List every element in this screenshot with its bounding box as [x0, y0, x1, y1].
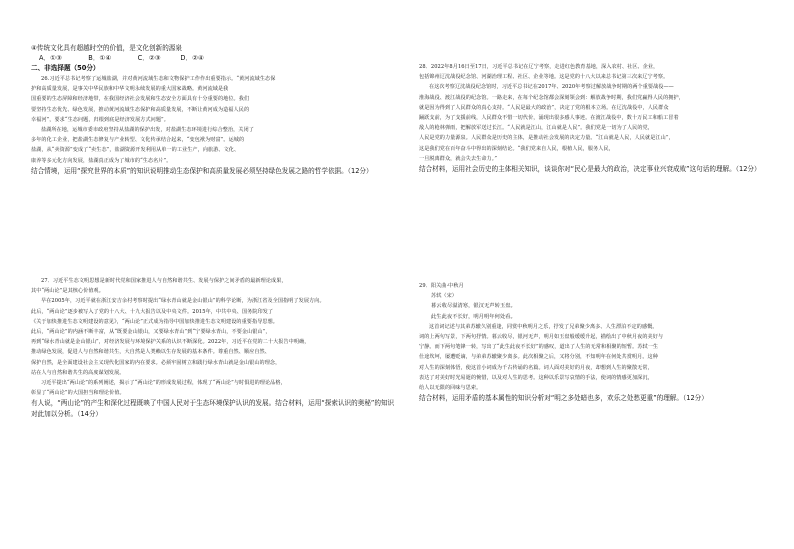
- q28-line: 28．2022年8月16日至17日，习近平总书记在辽宁考察，走进红色教育基地，深入农村、社区、企业，: [419, 64, 659, 70]
- q29-title: 29．阳关曲·中秋月: [419, 283, 464, 289]
- q27-line: 彰显了“两山论”的大国担当和理论价值。: [31, 390, 125, 397]
- q26-line: 康养等多元化方向发展，盐湖真正成为了城市的“生态名片”。: [31, 157, 172, 164]
- q29-poem-line: 暮云收尽溢清寒，银汉无声转玉盘。: [431, 303, 516, 310]
- q27-line: 站在人与自然和谐共生的高度谋划发展。: [31, 369, 125, 376]
- q29-line: 词的上两句写景，下两句抒情。暮云收尽，银河无声，明月如玉盘般缓缓升起，描绘出了中秋月夜的美好与: [419, 334, 664, 341]
- q29-line: 这首词记述与其弟苏辙久别重逢，同赏中秋明月之乐，抒发了兄弟聚少离多、人生漂泊不定的感慨。: [429, 323, 658, 330]
- q29-author: 苏轼（宋）: [431, 293, 457, 300]
- question-27: [31, 276, 397, 419]
- left-top-block: [31, 43, 397, 74]
- question-28: [419, 62, 775, 174]
- q26-line: 护和高质量发展，是事关中华民族和中华文明永续发展的重大国家战略。黄河流域是我: [31, 86, 229, 93]
- answer-options: A．①③ B．①④ C．②③ D．②④: [39, 54, 204, 63]
- q27-line: 早在2005年，习近平就在浙江安吉余村考察时提出“绿水青山就是金山银山”的科学论断，为浙江省及全国指明了发展方向。: [41, 298, 325, 305]
- q26-line: 26.习近平总书记考察了运城盐湖，并对黄河流域生态和文物保护工作作出重要指示。“黄河流域生态保: [41, 76, 276, 82]
- q28-line: 人民是党的力量源泉。人民群众是历史的主体，是推动社会发展的决定力量。“江山就是人民，人民就是江山”，: [419, 135, 674, 142]
- q28-line: 淮海战役、渡江战役的纪念馆。一路走来，在每个纪念馆都会深刻领会到：解放战争时期，我们党赢得人民的拥护，: [419, 94, 684, 101]
- q27-line: 此后，“两山论”的内涵不断丰富，从“既要金山银山，又要绿水青山”到“宁要绿水青山，不要金山银山”，: [31, 329, 271, 336]
- q28-line: 敌人的枪林弹雨，把解放军送过长江。“人民就是江山，江山就是人民”。我们党是一切为了人民的党，: [419, 125, 653, 132]
- question-29: [419, 281, 775, 403]
- q27-line: 习近平提出“两山论”的系列阐述，揭示了“两山论”的形成发展过程，体现了“两山论”与时俱进的理论品格，: [41, 380, 286, 387]
- question-26: [31, 74, 397, 176]
- q26-line: 幸福河”，要求“生态问题，归根到底是经济发展方式问题”。: [31, 116, 169, 123]
- section-title: 二、非选择题（50分）: [31, 64, 100, 73]
- q28-line: 就是因为得到了人民群众的真心支持。“人民是最大的政治”，决定了党的根本立场。在辽沈战役中，人民群众: [419, 104, 669, 111]
- q26-line: 多年的化工企业，把盐湖生态修复与产业转型、文化传承结合起来，“变包袱为财富”。运城的: [31, 137, 245, 144]
- q28-line: 这是我们党在百年奋斗中得出的深刻结论。“我们党来自人民，根植人民，服务人民，: [419, 145, 614, 152]
- q26-line: 盐湖，从“卖资源”变成了“卖生态”，盐湖资源开发利用从单一的工业生产，向旅游、文化、: [31, 147, 240, 154]
- q27-line: 保护自然，是全面建设社会主义现代化国家的内在要求。必须牢固树立和践行绿水青山就是金山银山的理念，: [31, 359, 281, 366]
- q29-task: 结合材料，运用矛盾的基本属性的知识分析对“明之多处暗也多，欢乐之处愁更重”的理解。（12分）: [419, 394, 708, 403]
- q26-line: 要坚持生态优先、绿色发展，推动黄河流域生态保护和高质量发展，不断让黄河成为造福人民的: [31, 106, 250, 113]
- q28-line: 踊跃支前，为了支援前线，人民群众不惜一切代价，涌现出很多感人事迹。在渡江战役中，数十万民工和船工冒着: [419, 115, 679, 122]
- q27-line: 此后，“两山论”逐步被写入了党的十八大、十九大报告以及中央文件。2015年，中共中央、国务院印发了: [31, 308, 274, 315]
- q29-line: 宁静。而下两句笔锋一转，写出了“此生此夜不长好”的感叹，道出了人生的无常和相聚的短暂。苏轼一生: [419, 344, 659, 351]
- q27-line: 再到“绿水青山就是金山银山”，对经济发展与环境保护关系的认识不断深化。2022年，习近平在党的二十大报告中明确，: [31, 339, 310, 346]
- q29-line: 表达了对美好时光易逝的惋惜，以及对人生的思考。这种以乐景写哀情的手法，使词的情感更加深沉，: [419, 374, 653, 381]
- q27-task: 有人说，“两山论”的产生和深化过程既映了中国人民对于生态环境保护认识的发展。结合材料，运用“探索认识的奥秘”的知识对此加以分析。（14分）: [31, 399, 395, 418]
- q27-line: 推动绿色发展，促进人与自然和谐共生，大自然是人类赖以生存发展的基本条件。尊重自然、顺应自然、: [31, 349, 270, 356]
- q29-line: 对人生的深刻体悟，使这首小词成为千古传诵的名篇。词人面对美好的月夜，却想到人生的聚散无常，: [419, 364, 653, 371]
- q27-line: 27．习近平生态文明思想是新时代党和国家推进人与自然和谐共生、发展与保护之间矛盾的最新理论成果，: [41, 278, 287, 284]
- q28-line: 包括锦州辽沈战役纪念馆、河湖治理工程、社区、企业等地。这是党的十八大以来总书记第三次来辽宁考察。: [419, 74, 669, 81]
- choice-4: ④传统文化具有超越时空的价值，是文化创新的源泉: [31, 44, 182, 52]
- q28-task: 结合材料，运用社会历史的主体相关知识，谈谈你对“民心是最大的政治，决定事业兴衰成败”这句话的理解。（12分）: [419, 165, 761, 174]
- q27-line: 《关于加快推进生态文明建设的意见》，“两山论”正式成为指导中国加快推进生态文明建设的重要指导思想。: [31, 318, 278, 325]
- q29-line: 给人以无限的回味与思索。: [419, 385, 482, 392]
- q28-line: 在这次考察辽沈战役纪念馆时，习近平总书记在2017年、2020年考察过解放战争时期的两个重要战役——: [429, 84, 674, 91]
- q26-task: 结合情境，运用“探究世界的本质”的知识说明推动生态保护和高质量发展必须坚持绿色发展之路的哲学依据。（12分）: [31, 166, 373, 175]
- q26-line: 国重要的生态屏障和经济地带，在我国经济社会发展和生态安全方面具有十分重要的地位。我们: [31, 96, 250, 103]
- q29-poem-line: 此生此夜不长好，明月明年何处看。: [431, 313, 516, 320]
- q26-line: 盐湖所在地，运城市委市政府坚持从盐湖的保护出发，对盐湖生态环境进行综合整治，关闭了: [41, 127, 254, 134]
- q27-line: 其中“两山论”是其核心价值观。: [31, 288, 104, 295]
- q28-line: 一旦脱离群众，就会失去生命力。”: [419, 155, 498, 162]
- q29-line: 仕途坎坷，屡遭贬谪，与弟弟苏辙聚少离多。此次相聚之后，又将分别，不知明年在何处共赏明月。这种: [419, 354, 658, 361]
